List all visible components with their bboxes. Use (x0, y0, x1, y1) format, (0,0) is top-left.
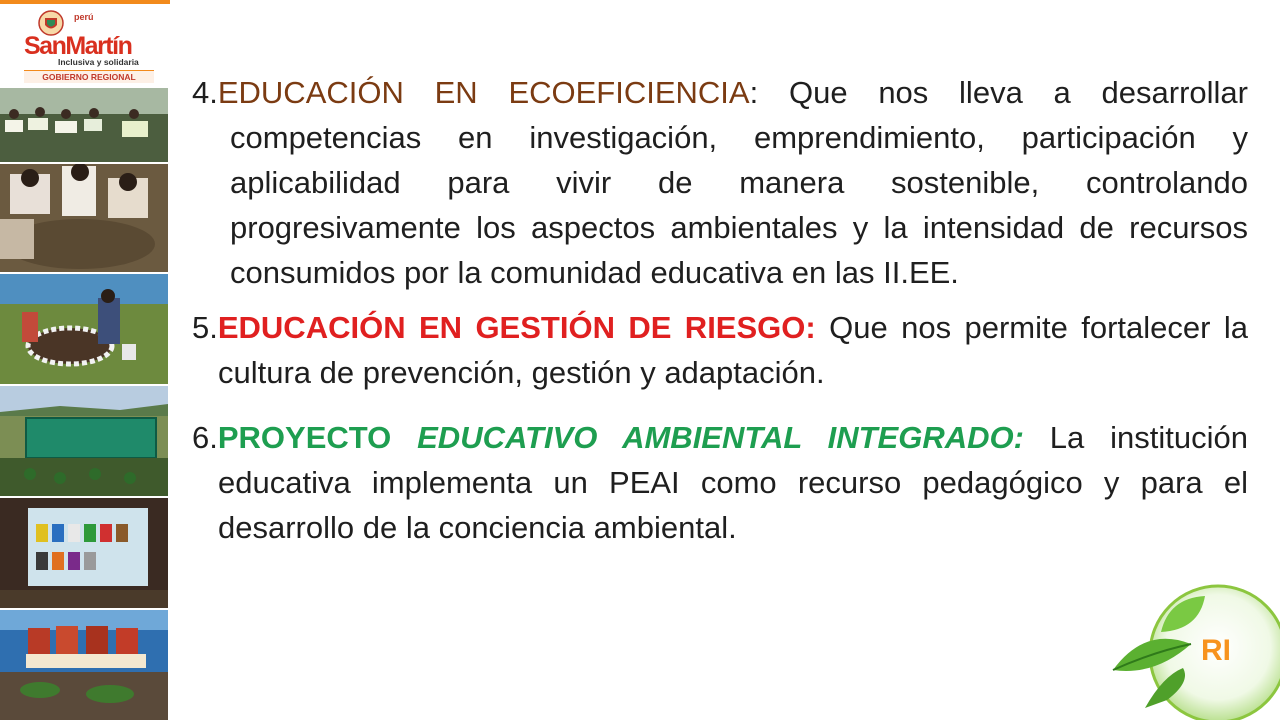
item-number: 5. (192, 310, 218, 345)
photo-greenhouse-nursery (0, 386, 168, 496)
item-heading-part1: PROYECTO (217, 420, 418, 455)
photo-strip (0, 88, 168, 720)
content-text (192, 70, 1248, 550)
item-heading: EDUCACIÓN EN GESTIÓN DE RIESGO: (217, 310, 816, 345)
ri-leaf-badge (1105, 578, 1280, 720)
photo-recycling-bins-screen (0, 498, 168, 608)
item-number: 6. (192, 420, 218, 455)
photo-circular-garden (0, 274, 168, 384)
photo-group-banners (0, 88, 168, 162)
item-proyecto-educativo (192, 415, 1248, 550)
item-heading-part2: EDUCATIVO AMBIENTAL INTEGRADO: (417, 420, 1024, 455)
logo-subtitle: GOBIERNO REGIONAL (24, 70, 154, 83)
item-gestion-riesgo (192, 305, 1248, 395)
item-heading: EDUCACIÓN EN ECOEFICIENCIA (217, 75, 750, 110)
item-body: Que nos permite fortalecer la cultura de prevención, gestión y adaptación. (218, 310, 1248, 390)
photo-students-garden (0, 164, 168, 272)
logo-tagline: Inclusiva y solidaria (58, 57, 139, 67)
gobierno-regional-logo (0, 4, 170, 88)
logo-name: SanMartín (24, 32, 132, 60)
item-body: Que nos lleva a desarrollar competencias en investigación, emprendimiento, participación y aplicabilidad para vivir de manera sostenible, controlando progresivamente los aspectos ambientales y la intensidad de recursos consumidos por la comunidad educativa en las II.EE. (230, 75, 1248, 290)
logo-peru-text: perú (74, 12, 94, 22)
item-body: La institución educativa implementa un PEAI como recurso pedagógico y para el desarrollo de la conciencia ambiental. (218, 420, 1248, 545)
item-separator: : (749, 75, 759, 110)
badge-label: RI (1201, 634, 1231, 667)
item-number: 4. (192, 75, 218, 110)
item-ecoeficiencia (192, 70, 1248, 295)
photo-jars-display (0, 610, 168, 720)
